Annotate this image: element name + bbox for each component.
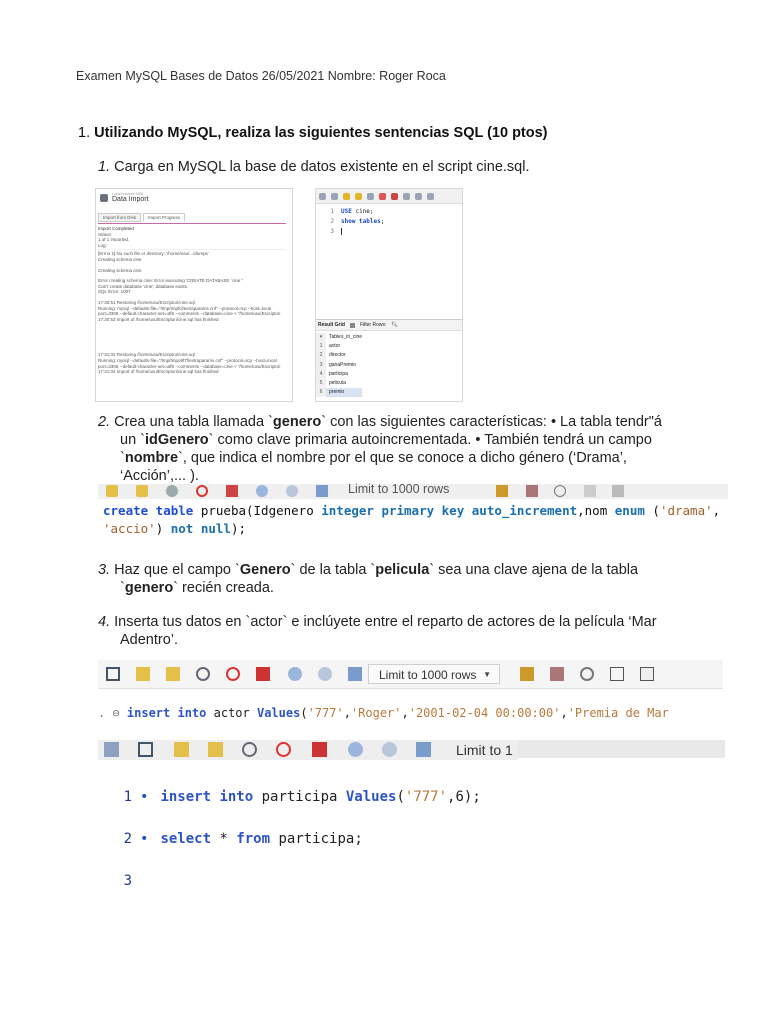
sql-keyword: not null xyxy=(170,521,231,536)
execute-current-icon[interactable] xyxy=(355,193,362,200)
line-number: 2 xyxy=(330,218,334,225)
commit-icon[interactable] xyxy=(403,193,410,200)
search-icon[interactable] xyxy=(554,485,566,497)
editor-code[interactable] xyxy=(316,204,462,237)
item-2-bold: idGenero xyxy=(145,432,209,448)
item-2-text: un ` xyxy=(120,432,145,448)
item-3-text: ` sea una clave ajena de la tabla xyxy=(429,562,639,578)
explain-icon[interactable] xyxy=(196,667,210,681)
table-cell[interactable]: participa xyxy=(329,370,348,377)
brush-icon[interactable] xyxy=(550,667,564,681)
item-1-number: 1. xyxy=(98,159,111,175)
limit-rows-select[interactable]: Limit to 1 xyxy=(456,742,513,758)
item-2-text: Crea una tabla llamada ` xyxy=(114,414,273,430)
line-number: 3 xyxy=(330,228,334,235)
item-3-bold: pelicula xyxy=(375,562,430,578)
execute-icon[interactable] xyxy=(136,667,150,681)
item-3-text: ` xyxy=(120,580,125,596)
wrap-icon[interactable] xyxy=(612,485,624,497)
sql-keyword: insert into xyxy=(126,706,207,720)
table-row: 3 ganaPremio xyxy=(316,361,362,370)
result-grid-tab[interactable]: Result Grid xyxy=(318,322,345,328)
stop-icon[interactable] xyxy=(196,485,208,497)
item-3-text: ` de la tabla ` xyxy=(290,562,376,578)
import-tabs xyxy=(98,213,185,222)
explain-icon[interactable] xyxy=(367,193,374,200)
toggle-icon[interactable] xyxy=(226,485,238,497)
item-2-text: ‘Acción’,... ). xyxy=(120,468,199,484)
filter-rows-label: Filter Rows: xyxy=(359,322,387,328)
item-4-text: Adentro’. xyxy=(120,632,179,648)
item-2 xyxy=(98,413,662,431)
log-line: 1 of 1 imported. xyxy=(98,237,130,243)
sql-text: ) xyxy=(155,521,171,536)
item-4-text: Inserta tus datos en `actor` e inclúyete entre el reparto de actores de la película ‘Mar xyxy=(114,614,657,630)
limit-rows-select[interactable] xyxy=(368,664,500,684)
item-3 xyxy=(98,561,638,579)
create-toolbar xyxy=(98,484,728,499)
log-line: Status: xyxy=(98,231,113,237)
stop-icon[interactable] xyxy=(226,667,240,681)
search-icon[interactable] xyxy=(580,667,594,681)
log-line: port=3306 --default-character-set=utf8 --comments --database=cine < "/home/usu/Escriptori xyxy=(98,311,281,317)
item-3-text: Haz que el campo ` xyxy=(114,562,240,578)
sql-keyword: from xyxy=(236,831,271,847)
code-text: ; xyxy=(380,218,385,225)
item-2-line4 xyxy=(120,467,199,485)
sql-string: '2001-02-04 00:00:00' xyxy=(408,706,561,720)
sql-text: , xyxy=(343,706,351,720)
execute-icon[interactable] xyxy=(174,742,189,757)
sql-editor-screenshot xyxy=(315,188,463,402)
sql-text: ,6); xyxy=(447,789,481,805)
open-icon[interactable] xyxy=(319,193,326,200)
create-sql-code[interactable] xyxy=(103,502,720,538)
save-icon[interactable] xyxy=(331,193,338,200)
result-rows xyxy=(316,333,362,397)
toggle-icon[interactable] xyxy=(312,742,327,757)
stop-icon[interactable] xyxy=(379,193,386,200)
beautify-icon[interactable] xyxy=(496,485,508,497)
open-icon[interactable] xyxy=(104,742,119,757)
table-cell[interactable]: director xyxy=(329,352,346,359)
sql-text: ( xyxy=(396,789,405,805)
invisible-chars-icon[interactable] xyxy=(584,485,596,497)
limit-rows-value: Limit to 1000 rows xyxy=(379,668,477,682)
table-cell[interactable]: premio xyxy=(329,389,345,396)
sql-keyword: create table xyxy=(103,503,194,518)
sql-text: ( xyxy=(300,706,308,720)
log-line: 17:30:51 Restoring /home/usu/Escriptori/cine.sql xyxy=(98,299,195,305)
autocommit-icon[interactable] xyxy=(348,667,362,681)
data-import-title-text: Data Import xyxy=(112,196,149,203)
item-2-text: ` con las siguientes características: • La tabla tendr"á xyxy=(321,414,662,430)
log-line: Creating schema cine xyxy=(98,267,142,273)
item-3-line2 xyxy=(120,579,274,597)
item-2-line3 xyxy=(120,449,627,467)
item-2-text: `, que indica el nombre por el que se conoce a dicho género (‘Drama’, xyxy=(178,450,627,466)
log-line: 17:31:02 Restoring /home/usu/Escriptori/cine.sql xyxy=(98,352,195,358)
sql-string: '777' xyxy=(404,789,448,805)
insert-participa-code[interactable] xyxy=(118,766,520,900)
editor-toolbar xyxy=(316,189,462,204)
code-keyword: USE xyxy=(341,208,352,215)
sql-text: , xyxy=(401,706,409,720)
sql-text: ); xyxy=(230,521,247,536)
result-grid-bar xyxy=(316,319,462,331)
commit-icon[interactable] xyxy=(256,485,268,497)
line-number: 2 xyxy=(123,831,132,847)
code-keyword: show tables xyxy=(341,218,381,225)
code-text: cine; xyxy=(351,208,374,215)
search-icon[interactable]: 🔍︎ xyxy=(391,322,398,328)
autocommit-icon[interactable] xyxy=(427,193,434,200)
sql-string: 'drama' xyxy=(659,503,713,518)
log-line: 17:31:02 Import of /home/usu/Escriptori/cine.sql has finished xyxy=(98,369,219,375)
dropdown-arrow-icon: ▼ xyxy=(483,670,491,679)
import-log xyxy=(98,223,286,398)
commit-icon[interactable] xyxy=(348,742,363,757)
exam-header: Examen MySQL Bases de Datos 26/05/2021 Nombre: Roger Roca xyxy=(76,69,446,83)
log-line: 17:30:53 Import of /home/usu/Escriptori/cine.sql has finished xyxy=(98,316,219,322)
item-4 xyxy=(98,613,657,631)
sql-keyword: insert into xyxy=(160,789,254,805)
sql-keyword: select xyxy=(160,831,212,847)
sql-keyword: Values xyxy=(345,789,397,805)
save-icon[interactable] xyxy=(138,742,153,757)
sql-string: '777' xyxy=(307,706,344,720)
item-3-number: 3. xyxy=(98,562,111,578)
sql-text: * xyxy=(211,831,237,847)
question-text: Utilizando MySQL, realiza las siguientes sentencias SQL (10 ptos) xyxy=(94,125,548,141)
rollback-icon[interactable] xyxy=(286,485,298,497)
invisible-chars-icon[interactable] xyxy=(610,667,624,681)
table-cell[interactable]: ganaPremio xyxy=(329,361,356,368)
item-3-bold: Genero xyxy=(239,562,291,578)
sql-keyword: integer primary key auto_increment xyxy=(321,503,578,518)
execute-icon[interactable] xyxy=(343,193,350,200)
log-line: Log: xyxy=(98,242,107,248)
grid-icon xyxy=(350,323,355,328)
wrap-icon[interactable] xyxy=(640,667,654,681)
sql-text: participa; xyxy=(270,831,363,847)
sql-string: 'accio' xyxy=(103,521,156,536)
database-icon xyxy=(100,194,108,202)
explain-icon[interactable] xyxy=(166,485,178,497)
sql-string: 'Roger' xyxy=(350,706,402,720)
table-row: 1 actor xyxy=(316,342,362,351)
line-number: 3 xyxy=(123,873,132,889)
line-number: 1 xyxy=(123,789,132,805)
insert-actor-toolbar xyxy=(98,660,723,689)
sql-text: , xyxy=(712,503,721,518)
rollback-icon[interactable] xyxy=(318,667,332,681)
item-2-bold: nombre xyxy=(124,450,179,466)
beautify-icon[interactable] xyxy=(520,667,534,681)
item-3-text: ` recién creada. xyxy=(173,580,274,596)
sql-text: participa xyxy=(253,789,346,805)
log-line: [Errno 2] No such file or directory: '/home/usu/.../dumps' xyxy=(98,251,209,257)
tab-import-progress[interactable]: Import Progress xyxy=(143,213,185,222)
insert-actor-code[interactable] xyxy=(98,686,725,776)
sql-text: actor xyxy=(206,706,257,720)
data-import-subtitle: Local Instance 3306 xyxy=(112,192,144,196)
table-row: 5 pelicula xyxy=(316,379,362,388)
save-icon[interactable] xyxy=(106,667,120,681)
explain-icon[interactable] xyxy=(242,742,257,757)
sql-text: prueba(Idgenero xyxy=(193,503,322,518)
item-2-line2 xyxy=(120,431,652,449)
rollback-icon[interactable] xyxy=(382,742,397,757)
log-line: Can't create database 'cine'; database exists. xyxy=(98,283,189,289)
log-line: Creating schema cine xyxy=(98,256,142,262)
log-line: Import Completed xyxy=(98,226,134,231)
log-line: Error creating schema cine: Error executing 'CREATE DATABASE `cine`' xyxy=(98,278,243,284)
code-line xyxy=(118,871,520,889)
table-cell[interactable]: pelicula xyxy=(329,380,346,387)
table-row: 6 premio xyxy=(316,388,362,397)
item-2-text: ` como clave primaria autoincrementada. • También tendrá un campo xyxy=(208,432,652,448)
table-cell[interactable]: actor xyxy=(329,343,341,350)
column-header[interactable]: Tables_in_cine xyxy=(329,334,363,340)
brush-icon[interactable] xyxy=(526,485,538,497)
item-2-number: 2. xyxy=(98,414,111,430)
log-line: port=3306 --default-character-set=utf8 --comments --database=cine < "/home/usu/Escriptori xyxy=(98,363,281,369)
sql-text: ,nom xyxy=(577,503,615,518)
tab-import-from-disk[interactable]: Import from Disk xyxy=(98,213,141,222)
item-3-bold: genero xyxy=(124,580,174,596)
toggle-icon[interactable] xyxy=(256,667,270,681)
toggle-icon[interactable] xyxy=(391,193,398,200)
table-row: 4 participa xyxy=(316,370,362,379)
item-1 xyxy=(98,158,529,176)
code-line xyxy=(316,217,462,227)
table-header-row: ▾ Tables_in_cine xyxy=(316,333,362,342)
log-line: Running: mysql --defaults-file="/tmp/tmpfcl/extraparams.cnf" --protocol=tcp --host=local xyxy=(98,305,272,311)
log-line: SQL Error: 1007 xyxy=(98,289,131,295)
table-row: 2 director xyxy=(316,351,362,360)
sql-string: 'Premia de Mar xyxy=(567,706,669,720)
item-2-bold: genero xyxy=(272,414,322,430)
sql-keyword: Values xyxy=(256,706,301,720)
execute-current-icon[interactable] xyxy=(208,742,223,757)
code-line: 2 • select * from participa; xyxy=(118,829,520,850)
code-line: 1 • insert into participa Values('777',6); xyxy=(118,787,520,808)
data-import-screenshot xyxy=(95,188,293,402)
execute-current-icon[interactable] xyxy=(136,485,148,497)
question-number: 1. xyxy=(78,125,91,141)
autocommit-icon[interactable] xyxy=(416,742,431,757)
item-1-text: Carga en MySQL la base de datos existente en el script cine.sql. xyxy=(114,159,530,175)
rollback-icon[interactable] xyxy=(415,193,422,200)
limit-rows-select[interactable]: Limit to 1000 rows xyxy=(348,482,450,496)
data-import-title xyxy=(112,192,149,203)
log-line: Running: mysql --defaults-file="/tmp/tmpo9f7f/extraparams.cnf" --protocol=tcp --host=local xyxy=(98,357,277,363)
code-line xyxy=(316,227,462,237)
sql-text: , xyxy=(560,706,568,720)
code-line: . ⊖ insert into actor Values('777','Roger','2001-02-04 00:00:00','Premia de Mar xyxy=(98,706,669,720)
execute-icon[interactable] xyxy=(106,485,118,497)
execute-current-icon[interactable] xyxy=(166,667,180,681)
line-number: 1 xyxy=(330,208,334,215)
sql-keyword: enum xyxy=(614,503,645,518)
insert-participa-toolbar xyxy=(98,740,518,760)
item-4-line2 xyxy=(120,631,178,649)
question-title xyxy=(78,125,548,141)
commit-icon[interactable] xyxy=(288,667,302,681)
item-4-number: 4. xyxy=(98,614,111,630)
item-2-text: ` xyxy=(120,450,125,466)
autocommit-icon[interactable] xyxy=(316,485,328,497)
stop-icon[interactable] xyxy=(276,742,291,757)
code-line xyxy=(316,207,462,217)
sql-text: ( xyxy=(644,503,660,518)
